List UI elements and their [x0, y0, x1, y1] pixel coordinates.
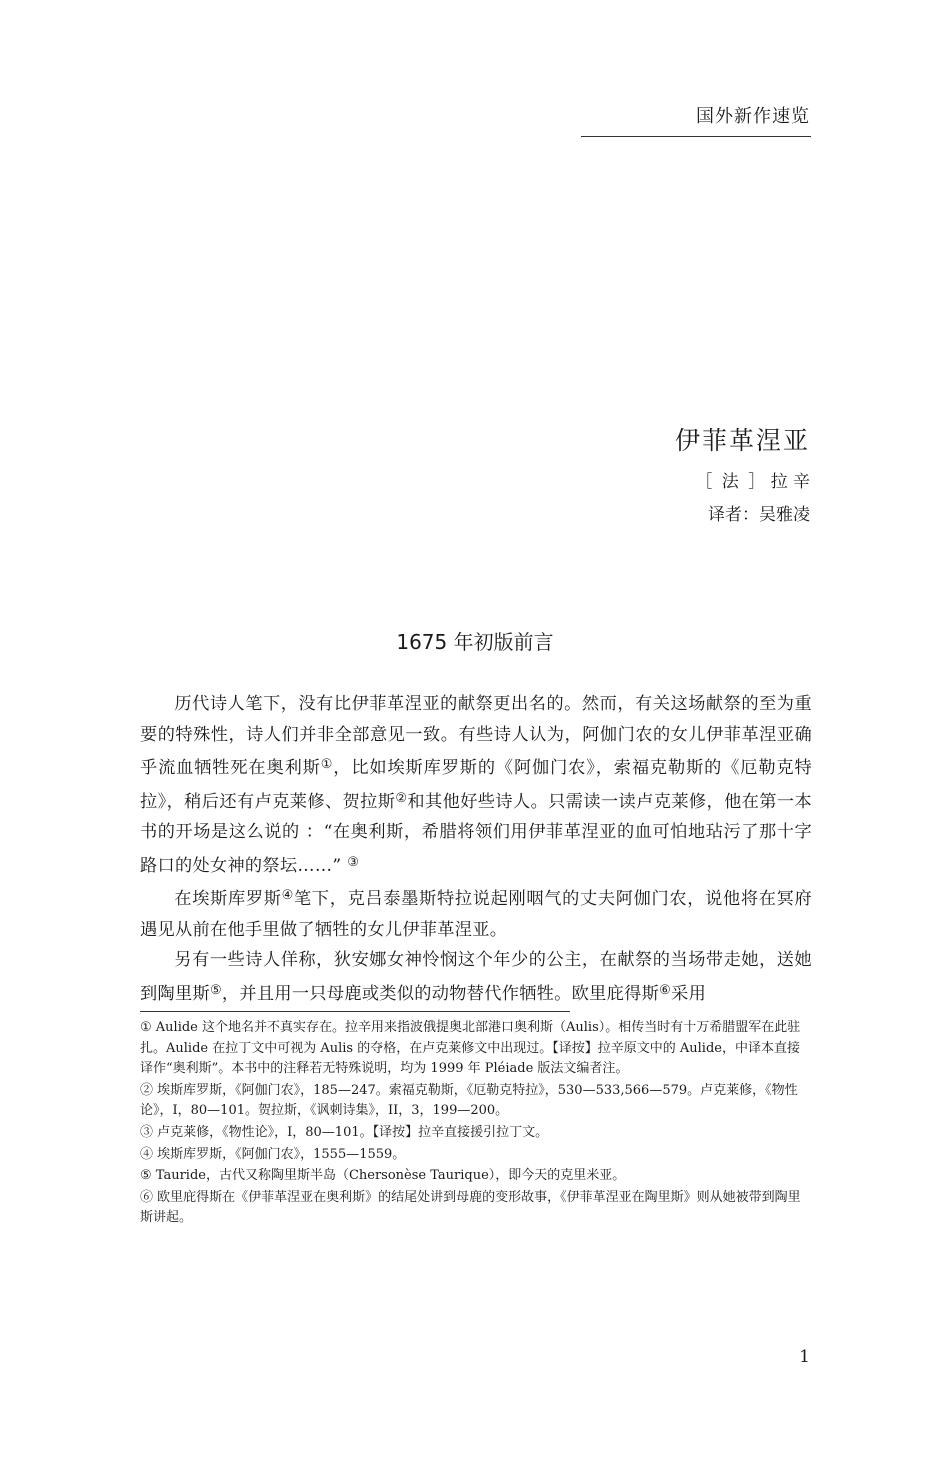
origin-bracket-open: ［: [695, 472, 713, 492]
paragraph: 在埃斯库罗斯④笔下，克吕泰墨斯特拉说起刚咽气的丈夫阿伽门农，说他将在冥府遇见从前在他手里做了牺牲的女儿伊菲革涅亚。: [140, 888, 812, 940]
footnote: ⑤ Tauride，古代又称陶里斯半岛（Chersonèse Taurique），即今天的克里米亚。: [140, 1168, 626, 1184]
footnote: ② 埃斯库罗斯，《阿伽门农》，185—247。索福克勒斯，《厄勒克特拉》，530—533,566—579。卢克莱修，《物性论》，I，80—101。贺拉斯，《讽刺诗集》，II，3，199—200。: [140, 1082, 798, 1119]
footnote-ref: ①: [320, 757, 334, 772]
author-name: 拉 辛: [770, 472, 810, 492]
footnote-ref: ④: [281, 888, 294, 903]
footnote-ref: ③: [347, 854, 360, 870]
page-number: 1: [799, 1347, 810, 1367]
footnote: ③ 卢克莱修，《物性论》，I，80—101。【译按】拉辛直接援引拉丁文。: [140, 1124, 549, 1140]
running-header: 国外新作速览: [696, 106, 810, 127]
footnotes: [140, 1018, 810, 1229]
footnote-ref: ②: [395, 790, 408, 806]
work-title: 伊菲革涅亚: [674, 426, 810, 455]
translator-line: 译者：吴雅凌: [708, 505, 810, 525]
footnote: ④ 埃斯库罗斯，《阿伽门农》，1555—1559。: [140, 1146, 406, 1162]
footnote-ref: ⑥: [659, 982, 672, 998]
footnote-ref: ⑤: [209, 982, 222, 998]
origin-bracket-close: ］: [748, 472, 766, 492]
author-origin: 法: [721, 472, 739, 492]
section-heading: 1675 年初版前言: [396, 630, 554, 654]
footnote-rule: [140, 1011, 570, 1012]
footnote: ⑥ 欧里庇得斯在《伊菲革涅亚在奥利斯》的结尾处讲到母鹿的变形故事，《伊菲革涅亚在陶里斯》则从她被带到陶里斯讲起。: [140, 1189, 801, 1226]
body-text: [140, 689, 812, 1009]
author-line: [695, 467, 810, 492]
paragraph: 历代诗人笔下，没有比伊菲革涅亚的献祭更出名的。然而，有关这场献祭的至为重要的特殊性，诗人们并非全部意见一致。有些诗人认为，阿伽门农的女儿伊菲革涅亚确乎流血牺牲死在奥利斯①，比如埃斯库罗斯的《阿伽门农》，索福克勒斯的《厄勒克特拉》，稍后还有卢克莱修、贺拉斯②和其他好些诗人。只需读一读卢克莱修，他在第一本书的开场是这么说的 ：“在奥利斯，希腊将领们用伊菲革涅亚的血可怕地玷污了那十字路口的处女神的祭坛……” ③: [140, 694, 812, 876]
header-rule: [581, 136, 811, 137]
paragraph: 另有一些诗人佯称，狄安娜女神怜悯这个年少的公主，在献祭的当场带走她，送她到陶里斯⑤，并且用一只母鹿或类似的动物替代作牺牲。欧里庇得斯⑥采用: [140, 950, 812, 1004]
footnote: ① Aulide 这个地名并不真实存在。拉辛用来指波俄提奥北部港口奥利斯（Aulis）。相传当时有十万希腊盟军在此驻扎。Aulide 在拉丁文中可视为 Aulis 的夺格，在卢克莱修文中出现过。【译按】拉辛原文中的 Aulide，中译本直接译作“奥利斯”。本书中的注释若无特殊说明，均为 1999 年 Pléiade 版法文编者注。: [140, 1020, 801, 1077]
